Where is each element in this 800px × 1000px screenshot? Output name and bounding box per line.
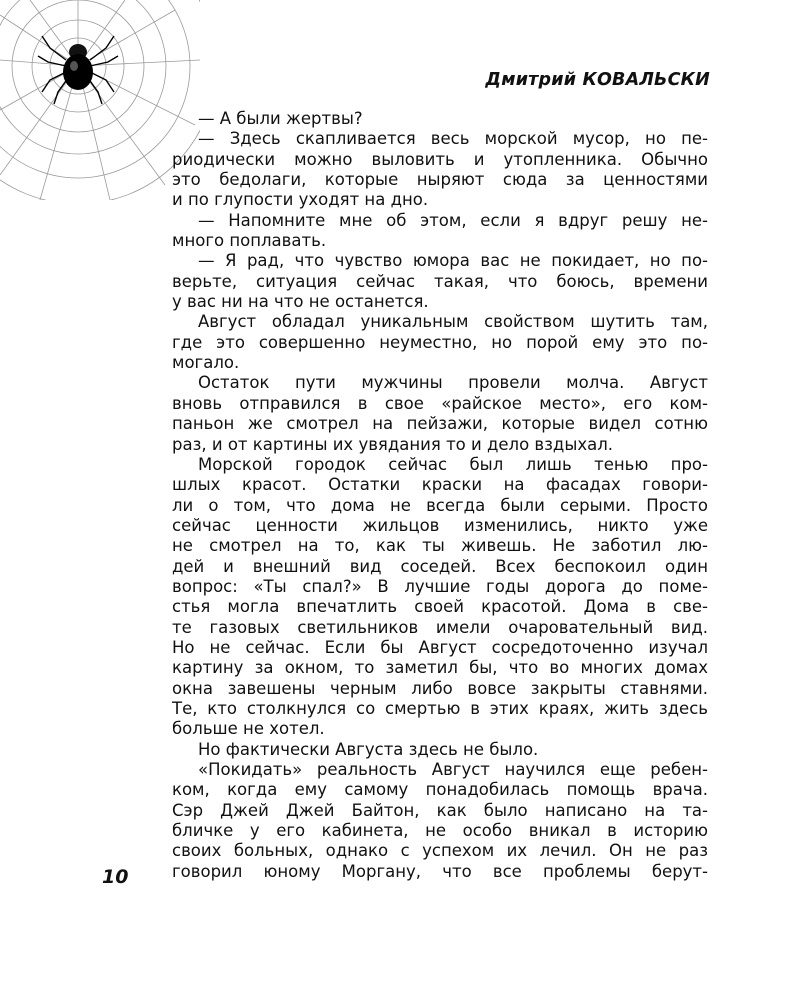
text-line: Морской городок сейчас был лишь тенью про- [198, 454, 708, 474]
text-line: Сэр Джей Джей Байтон, как было написано на та- [172, 800, 708, 820]
text-line: Но фактически Августа здесь не было. [198, 739, 539, 759]
text-line: — Напомните мне об этом, если я вдруг решу не- [198, 210, 708, 230]
text-line: те газовых светильников имели очаровательный вид. [172, 617, 708, 637]
text-line: у вас ни на что не останется. [172, 292, 429, 312]
text-line: стья могла впечатлить своей красотой. Дома в све- [172, 597, 708, 617]
text-line: верьте, ситуация сейчас такая, что боюсь, времени [172, 271, 708, 291]
author-name: Дмитрий КОВАЛЬСКИ [485, 70, 710, 90]
text-line: раз, и от картины их увядания то и дело вздыхал. [172, 434, 614, 454]
text-line: — Я рад, что чувство юмора вас не покидает, но по- [198, 251, 708, 271]
text-line: Но не сейчас. Если бы Август сосредоточенно изучал [172, 637, 708, 657]
text-line: вновь отправился в свое «райское место», его ком- [172, 393, 708, 413]
text-line: дей и внешний вид соседей. Всех беспокоил один [172, 556, 708, 576]
text-line: Те, кто столкнулся со смертью в этих краях, жить здесь [172, 698, 708, 718]
text-line: своих больных, однако с успехом их лечил. Он не раз [172, 841, 708, 861]
text-line: больше не хотел. [172, 719, 325, 739]
text-line: сейчас ценности жильцов изменились, никто уже [172, 515, 708, 535]
text-line: Остаток пути мужчины провели молча. Август [198, 373, 708, 393]
page-number: 10 [102, 866, 129, 888]
text-line: могало. [172, 353, 240, 373]
text-line: — Здесь скапливается весь морской мусор, но пе- [198, 129, 708, 149]
text-line: «Покидать» реальность Август научился еще ребен- [198, 760, 708, 779]
text-line: не смотрел на то, как ты живешь. Не заботил лю- [172, 536, 708, 556]
text-line: это бедолаги, которые ныряют сюда за ценностями [172, 170, 708, 190]
text-line: ком, когда ему самому понадобилась помощь врача. [172, 780, 708, 800]
text-line: шлых красот. Остатки краски на фасадах говори- [172, 475, 708, 495]
text-line: окна завешены черным либо вовсе закрыты ставнями. [172, 678, 708, 698]
text-line: бличке у его кабинета, не особо вникал в историю [172, 821, 708, 841]
body-text [172, 109, 708, 882]
text-line: вопрос: «Ты спал?» В лучшие годы дорога до поме- [172, 576, 708, 596]
text-line: где это совершенно неуместно, но порой ему это по- [172, 332, 708, 352]
text-line: риодически можно выловить и утопленника. Обычно [172, 149, 708, 169]
text-line: картину за окном, то заметил бы, что во многих домах [172, 658, 708, 678]
text-line: много поплавать. [172, 231, 327, 251]
text-line: — А были жертвы? [198, 109, 363, 128]
text-line: паньон же смотрел на пейзажи, которые видел сотню [172, 414, 708, 434]
text-line: говорил юному Моргану, что все проблемы берут- [172, 861, 708, 881]
spider-web-icon [0, 0, 200, 200]
text-line: и по глупости уходят на дно. [172, 190, 429, 210]
text-line: ли о том, что дома не всегда были серыми. Просто [172, 495, 708, 515]
text-line: Август обладал уникальным свойством шутить там, [198, 312, 708, 332]
